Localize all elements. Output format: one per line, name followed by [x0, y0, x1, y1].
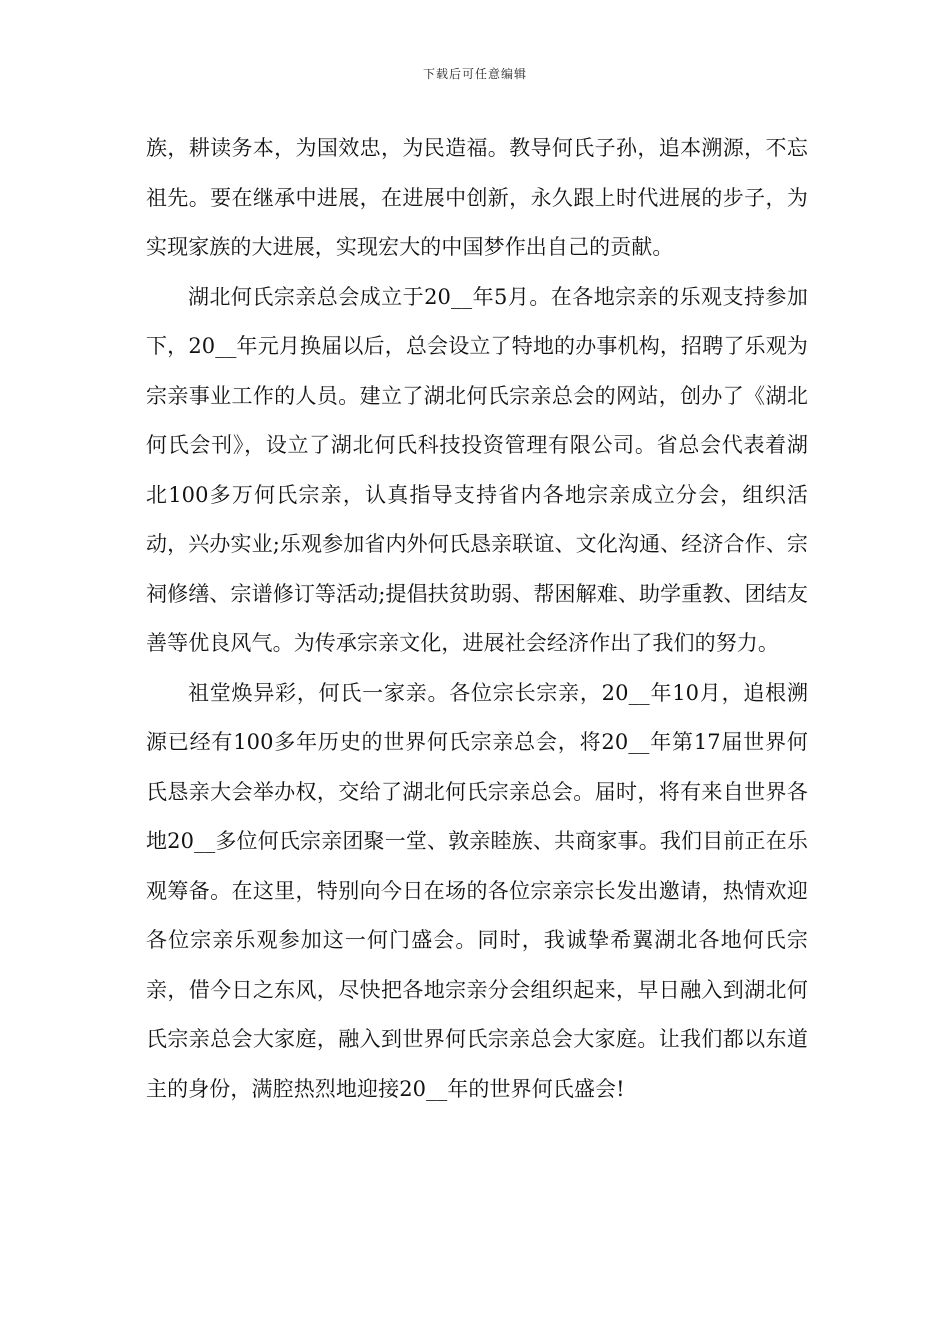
paragraph-world-reunion: 祖堂焕异彩，何氏一家亲。各位宗长宗亲，20__年10月，追根溯源已经有100多年历史的世界何氏宗亲总会，将20__年第17届世界何氏恳亲大会举办权，交给了湖北何氏宗亲总会。届时，将有来自世界各地20__多位何氏宗亲团聚一堂、敦亲睦族、共商家事。我们目前正在乐观筹备。在这里，特别向今日在场的各位宗亲宗长发出邀请，热情欢迎各位宗亲乐观参加这一何门盛会。同时，我诚挚希翼湖北各地何氏宗亲，借今日之东风，尽快把各地宗亲分会组织起来，早日融入到湖北何氏宗亲总会大家庭，融入到世界何氏宗亲总会大家庭。让我们都以东道主的身份，满腔热烈地迎接20__年的世界何氏盛会! [146, 680, 808, 1101]
page-header-note: 下载后可任意编辑 [422, 67, 527, 81]
document-body [146, 124, 808, 1114]
paragraph-association-history: 湖北何氏宗亲总会成立于20__年5月。在各地宗亲的乐观支持参加下，20__年元月换届以后，总会设立了特地的办事机构，招聘了乐观为宗亲事业工作的人员。建立了湖北何氏宗亲总会的网站，创办了《湖北何氏会刊》，设立了湖北何氏科技投资管理有限公司。省总会代表着湖北100多万何氏宗亲，认真指导支持省内各地宗亲成立分会，组织活动，兴办实业;乐观参加省内外何氏恳亲联谊、文化沟通、经济合作、宗祠修缮、宗谱修订等活动;提倡扶贫助弱、帮困解难、助学重教、团结友善等优良风气。为传承宗亲文化，进展社会经济作出了我们的努力。 [146, 284, 808, 655]
paragraph-continuation: 族，耕读务本，为国效忠，为民造福。教导何氏子孙，追本溯源，不忘祖先。要在继承中进展，在进展中创新，永久跟上时代进展的步子，为实现家族的大进展，实现宏大的中国梦作出自己的贡献。 [146, 136, 808, 259]
